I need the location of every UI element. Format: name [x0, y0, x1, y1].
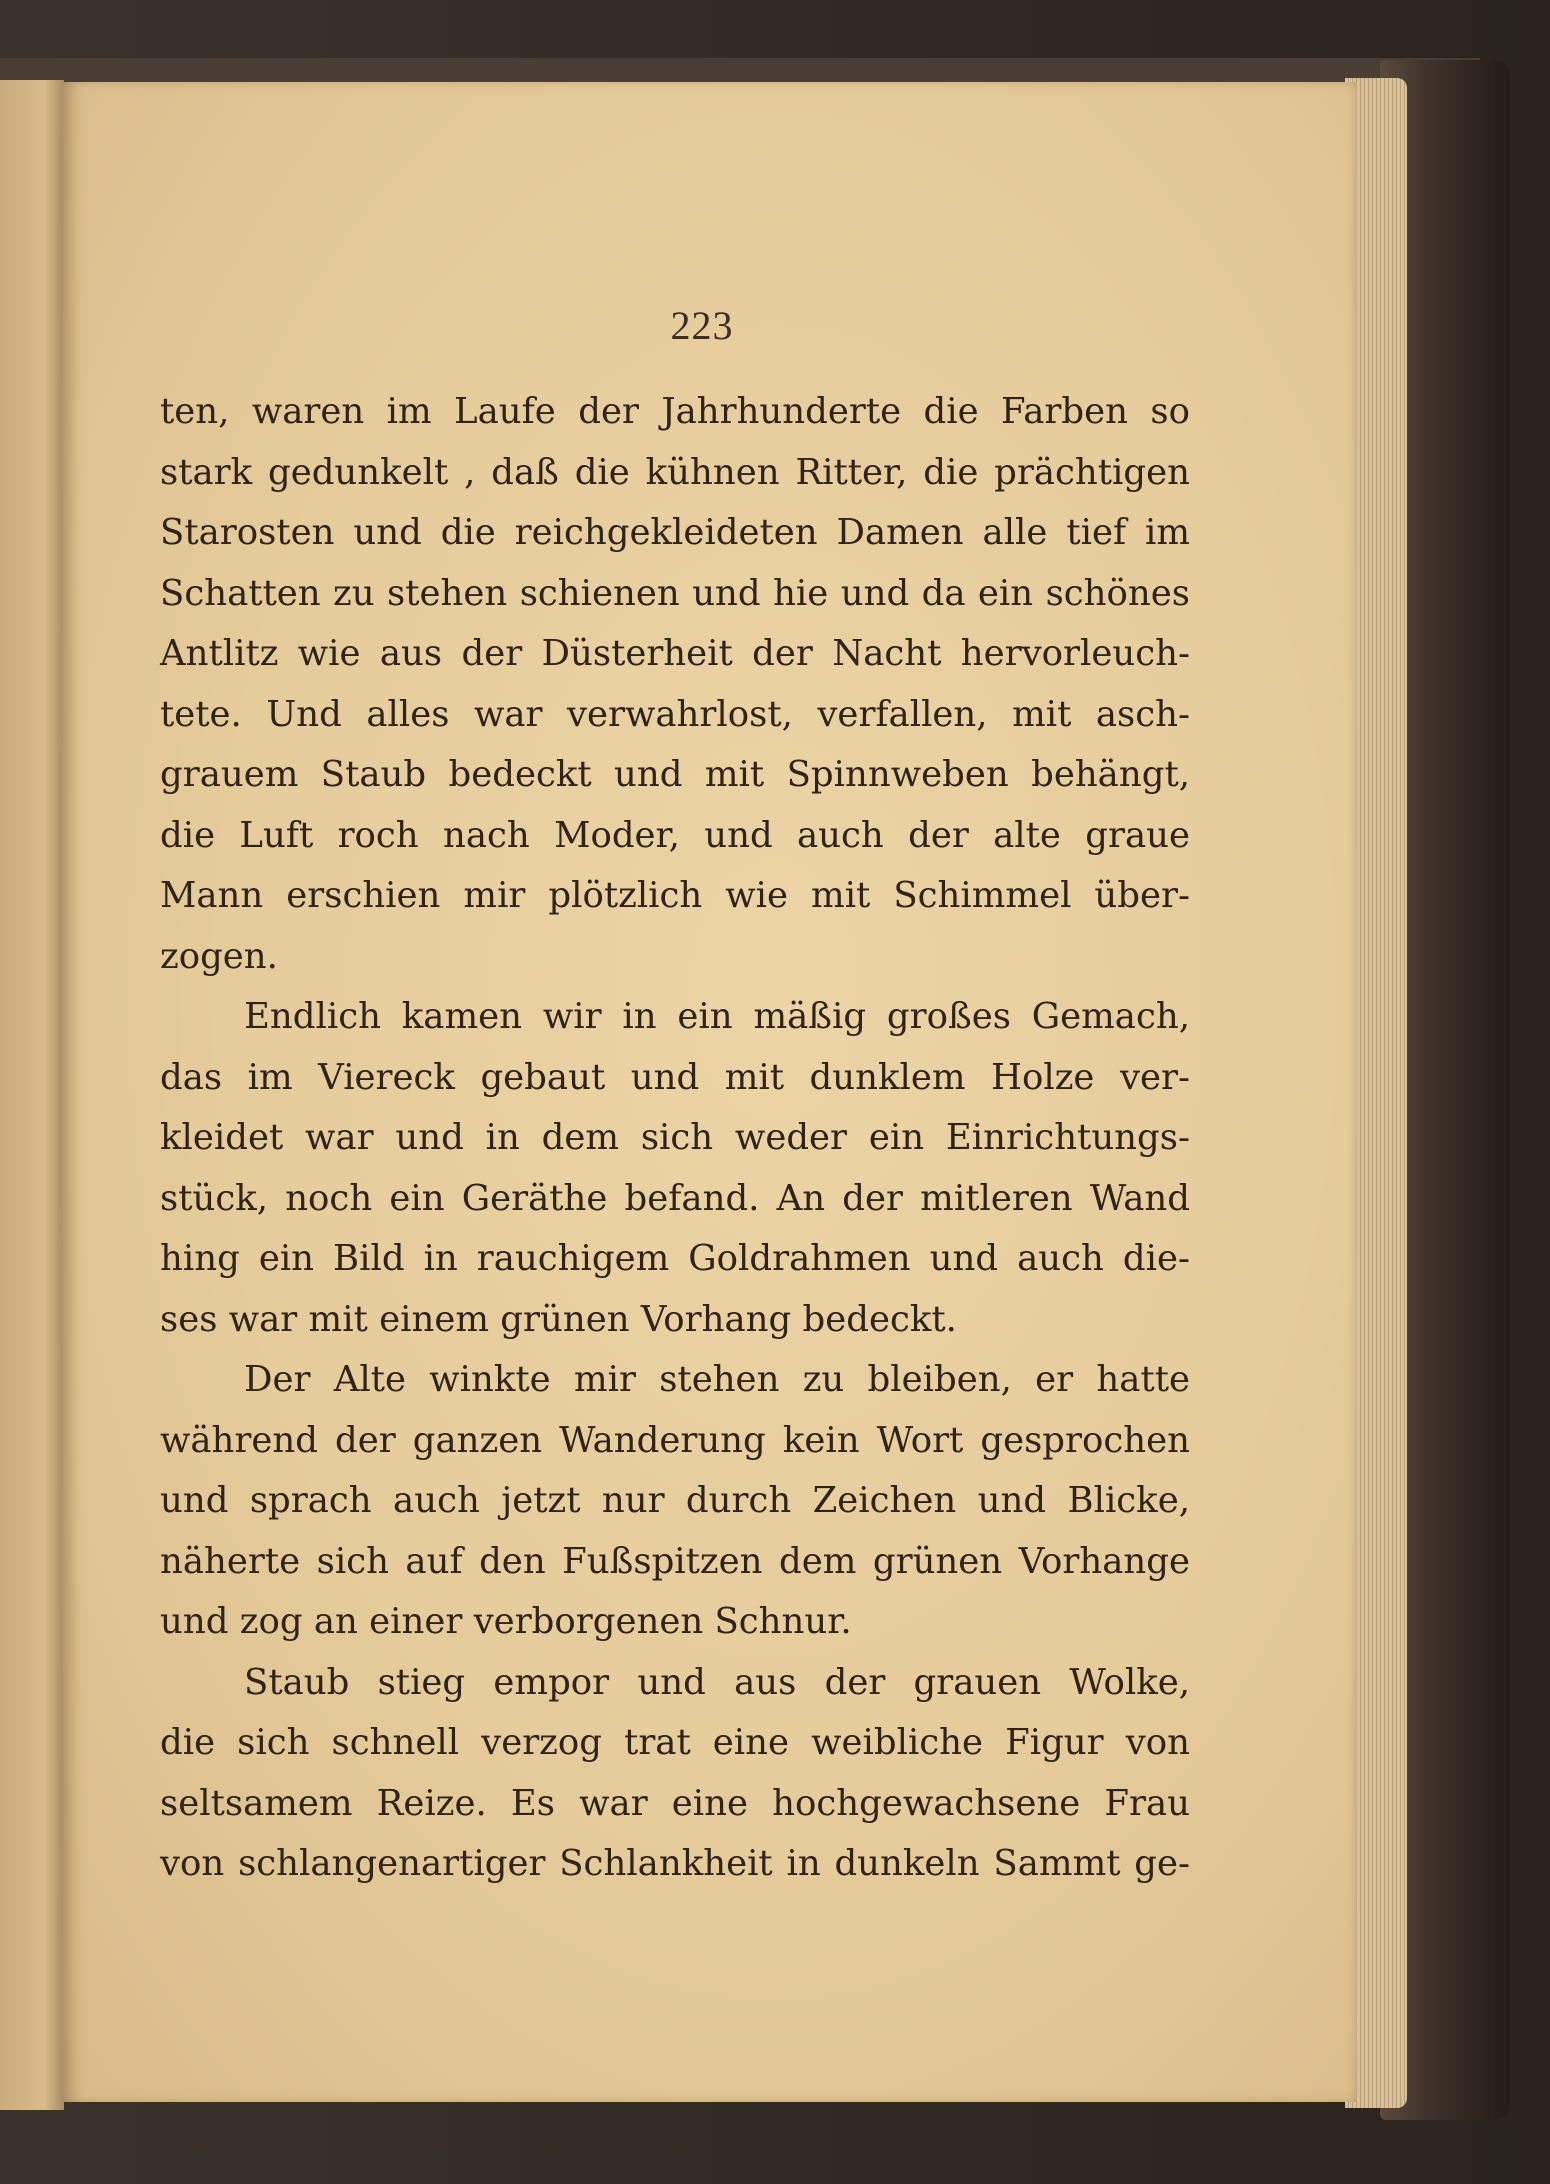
- text-line: kleidet war und in dem sich weder ein Einrichtungs-: [160, 1117, 1190, 1158]
- body-text: [160, 382, 1190, 1895]
- text-line: Mann erschien mir plötzlich wie mit Schimmel über-: [160, 875, 1190, 916]
- text-line: die Luft roch nach Moder, und auch der alte graue: [160, 814, 1190, 856]
- text-line: die sich schnell verzog trat eine weibliche Figur von: [160, 1722, 1190, 1763]
- text-line: seltsamem Reize. Es war eine hochgewachsene Frau: [160, 1782, 1190, 1824]
- book-page: [62, 82, 1357, 2102]
- text-line: Staub stieg empor und aus der grauen Wolke,: [244, 1661, 1190, 1703]
- text-line: Der Alte winkte mir stehen zu bleiben, er hatte: [244, 1359, 1190, 1400]
- facing-page-edge: [0, 80, 64, 2110]
- text-line: Schatten zu stehen schienen und hie und da ein schönes: [160, 572, 1190, 614]
- text-line: näherte sich auf den Fußspitzen dem grünen Vorhange: [160, 1540, 1190, 1582]
- text-line: und zog an einer verborgenen Schnur.: [160, 1601, 852, 1642]
- text-line: und sprach auch jetzt nur durch Zeichen und Blicke,: [160, 1480, 1190, 1521]
- text-line: das im Viereck gebaut und mit dunklem Holze ver-: [160, 1056, 1190, 1098]
- text-line: Endlich kamen wir in ein mäßig großes Gemach,: [244, 996, 1190, 1037]
- text-line: grauem Staub bedeckt und mit Spinnweben behängt,: [160, 754, 1190, 795]
- text-line: tete. Und alles war verwahrlost, verfallen, mit asch-: [160, 693, 1190, 735]
- text-line: stark gedunkelt , daß die kühnen Ritter, die prächtigen: [160, 451, 1190, 493]
- text-line: während der ganzen Wanderung kein Wort gesprochen: [160, 1419, 1190, 1461]
- text-line: zogen.: [160, 935, 278, 977]
- text-line: von schlangenartiger Schlankheit in dunkeln Sammt ge-: [160, 1843, 1190, 1884]
- text-line: ten, waren im Laufe der Jahrhunderte die Farben so: [160, 391, 1190, 432]
- text-line: Starosten und die reichgekleideten Damen alle tief im: [160, 512, 1190, 553]
- text-line: hing ein Bild in rauchigem Goldrahmen und auch die-: [160, 1238, 1190, 1279]
- text-line: stück, noch ein Geräthe befand. An der mitleren Wand: [160, 1177, 1190, 1219]
- page-number: 223: [670, 303, 734, 348]
- text-line: Antlitz wie aus der Düsterheit der Nacht hervorleuch-: [160, 633, 1190, 674]
- text-line: ses war mit einem grünen Vorhang bedeckt.: [160, 1298, 957, 1340]
